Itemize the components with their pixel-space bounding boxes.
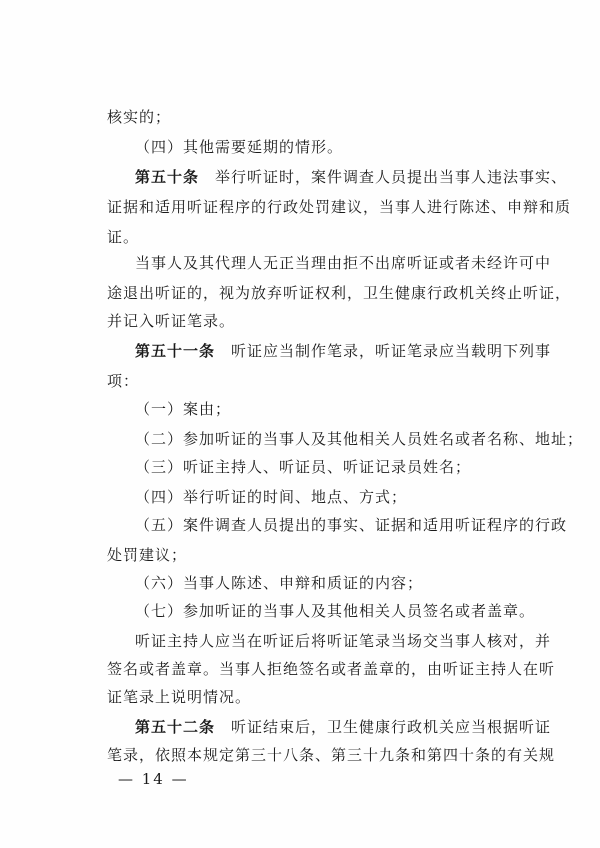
text-line: 核实的； bbox=[107, 108, 172, 126]
text-line: 证笔录上说明情况。 bbox=[107, 688, 252, 706]
page-number: — 14 — bbox=[118, 770, 189, 788]
list-item: （六）当事人陈述、申辩和质证的内容； bbox=[135, 574, 424, 592]
article-text: 举行听证时，案件调查人员提出当事人违法事实、 bbox=[199, 168, 568, 186]
list-item: （五）案件调查人员提出的事实、证据和适用听证程序的行政 bbox=[135, 516, 568, 534]
text-line: 证据和适用听证程序的行政处罚建议，当事人进行陈述、申辩和质 bbox=[107, 198, 572, 216]
list-item: （七）参加听证的当事人及其他相关人员签名或者盖章。 bbox=[135, 602, 536, 620]
text-line: 证。 bbox=[107, 228, 140, 246]
article-heading: 第五十二条 bbox=[135, 718, 216, 736]
text-line bbox=[135, 341, 551, 361]
list-item: （一）案由； bbox=[135, 400, 232, 418]
list-item: （四）举行听证的时间、地点、方式； bbox=[135, 488, 408, 506]
list-item: （二）参加听证的当事人及其他相关人员姓名或者名称、地址； bbox=[135, 430, 584, 448]
text-line: 项： bbox=[107, 372, 140, 390]
article-heading: 第五十一条 bbox=[135, 342, 216, 360]
text-line bbox=[135, 167, 567, 187]
article-text: 听证结束后，卫生健康行政机关应当根据听证 bbox=[215, 718, 552, 736]
text-line: 签名或者盖章。当事人拒绝签名或者盖章的，由听证主持人在听 bbox=[107, 660, 556, 678]
text-line: 并记入听证笔录。 bbox=[107, 312, 236, 330]
text-line bbox=[135, 717, 551, 737]
text-line: 处罚建议； bbox=[107, 546, 188, 564]
text-line: 听证主持人应当在听证后将听证笔录当场交当事人核对，并 bbox=[135, 632, 552, 650]
article-heading: 第五十条 bbox=[135, 168, 200, 186]
list-item: （三）听证主持人、听证员、听证记录员姓名； bbox=[135, 458, 472, 476]
article-text: 听证应当制作笔录，听证笔录应当载明下列事 bbox=[215, 342, 552, 360]
text-line: 途退出听证的，视为放弃听证权利，卫生健康行政机关终止听证， bbox=[107, 284, 572, 302]
text-line: 笔录，依照本规定第三十八条、第三十九条和第四十条的有关规 bbox=[107, 746, 556, 764]
text-line: 当事人及其代理人无正当理由拒不出席听证或者未经许可中 bbox=[135, 254, 552, 272]
text-line: （四）其他需要延期的情形。 bbox=[135, 138, 344, 156]
